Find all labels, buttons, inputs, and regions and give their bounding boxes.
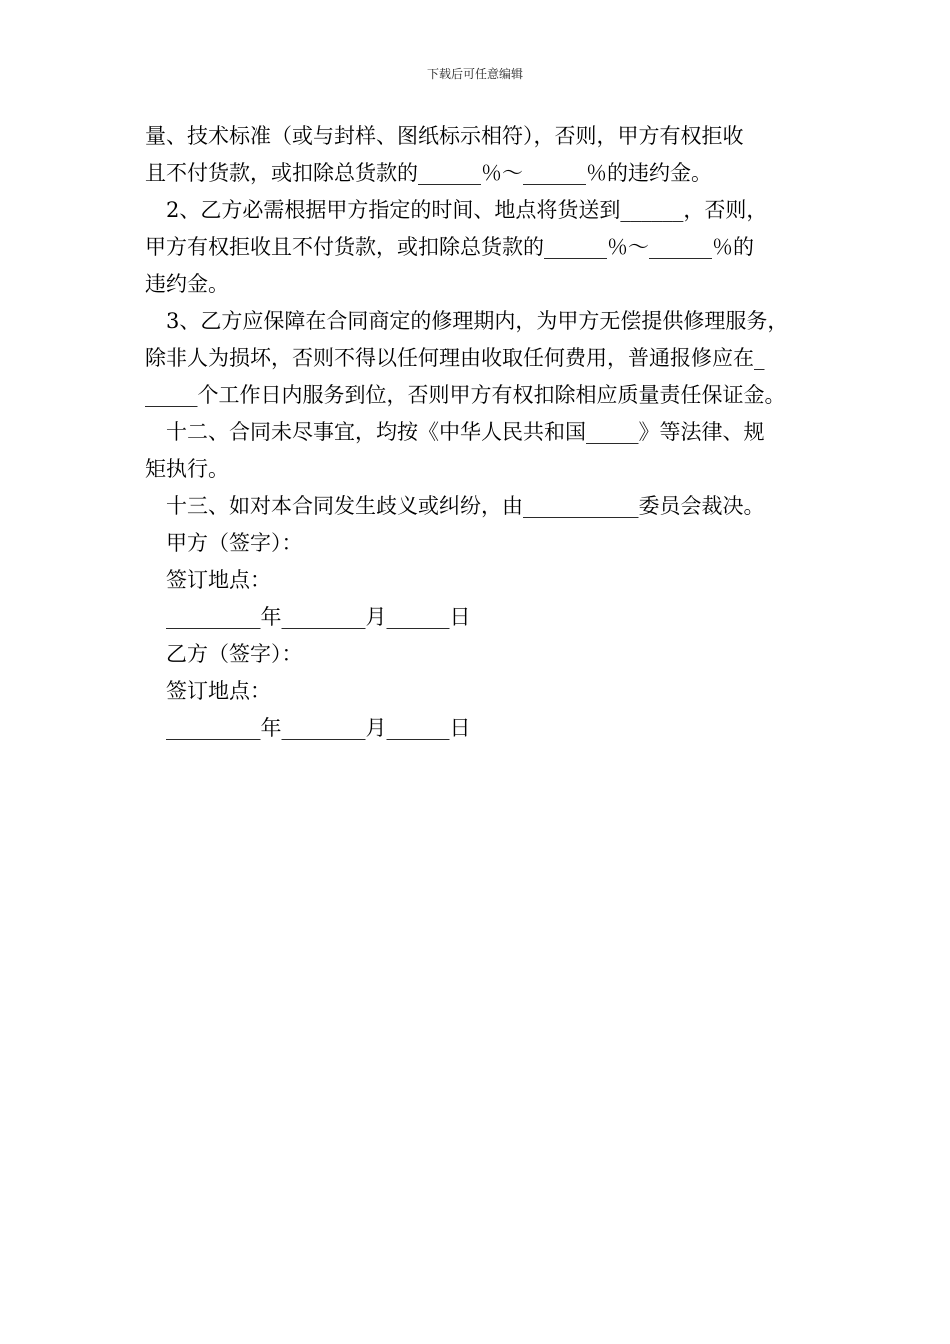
party-b-signing-place: 签订地点： bbox=[166, 679, 271, 703]
clause-2-line: 2、乙方必需根据甲方指定的时间、地点将货送到______，否则， bbox=[166, 198, 768, 222]
text-line: 量、技术标准（或与封样、图纸标示相符），否则，甲方有权拒收 bbox=[145, 124, 744, 148]
party-a-signature: 甲方（签字）： bbox=[166, 531, 303, 555]
text-line: _____个工作日内服务到位，否则甲方有权扣除相应质量责任保证金。 bbox=[145, 383, 786, 407]
text-line: 违约金。 bbox=[145, 272, 229, 296]
party-a-date: _________年________月______日 bbox=[166, 605, 471, 629]
clause-3-line: 3、乙方应保障在合同商定的修理期内，为甲方无偿提供修理服务， bbox=[166, 309, 789, 333]
article-12-line: 十二、合同未尽事宜，均按《中华人民共和国_____》等法律、规 bbox=[166, 420, 765, 444]
article-13-line: 十三、如对本合同发生歧义或纠纷，由___________委员会裁决。 bbox=[166, 494, 765, 518]
party-b-date: _________年________月______日 bbox=[166, 716, 471, 740]
text-line: 甲方有权拒收且不付货款，或扣除总货款的______％～______％的 bbox=[145, 235, 754, 259]
text-line: 除非人为损坏，否则不得以任何理由收取任何费用，普通报修应在_ bbox=[145, 346, 765, 370]
page-header-note: 下载后可任意编辑 bbox=[426, 67, 523, 81]
text-line: 且不付货款，或扣除总货款的______％～______％的违约金。 bbox=[145, 161, 712, 185]
text-line: 矩执行。 bbox=[145, 457, 229, 481]
party-a-signing-place: 签订地点： bbox=[166, 568, 271, 592]
party-b-signature: 乙方（签字）： bbox=[166, 642, 303, 666]
contract-body bbox=[145, 118, 825, 747]
